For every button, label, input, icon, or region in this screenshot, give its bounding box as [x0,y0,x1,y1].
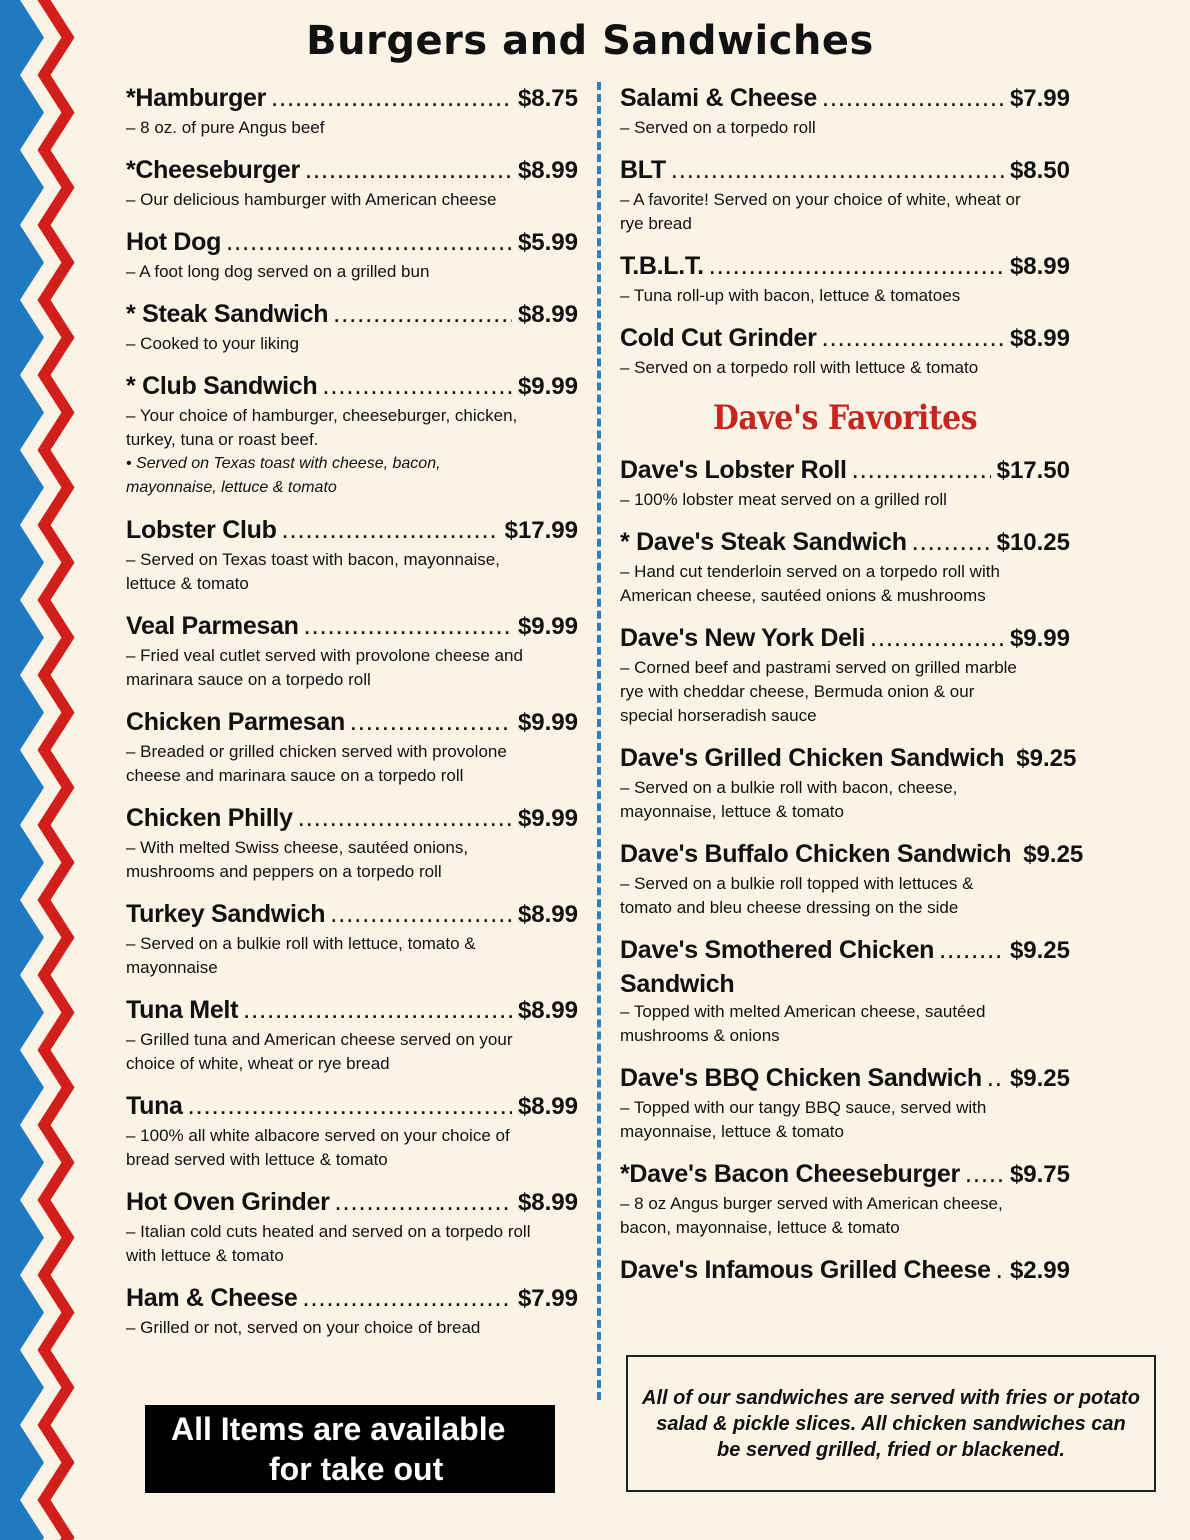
menu-item-name: Hot Dog [126,228,222,256]
menu-item-header [620,1254,1070,1288]
menu-item [620,934,1070,1048]
menu-item-name: Dave's New York Deli [620,624,865,652]
menu-item-name: Dave's Infamous Grilled Cheese [620,1256,991,1284]
dot-leader [303,1284,511,1316]
menu-item-header [126,370,578,404]
menu-item-description: – 8 oz Angus burger served with American cheese, bacon, mayonnaise, lettuce & tomato [620,1194,1003,1237]
menu-item-header [126,1282,578,1316]
menu-item-name: Turkey Sandwich [126,900,326,928]
menu-item-description: – Served on a torpedo roll with lettuce & tomato [620,358,979,377]
menu-item-name: Tuna Melt [126,996,239,1024]
menu-item-header [126,514,578,548]
menu-item-header [620,154,1070,188]
menu-item-name: Cold Cut Grinder [620,324,817,352]
menu-item-price: $2.99 [1009,1257,1070,1284]
menu-item [620,742,1077,824]
menu-item [126,298,578,356]
menu-item-price: $8.50 [1009,157,1070,184]
menu-item-header [126,226,578,260]
menu-item-description: – Topped with our tangy BBQ sauce, served with mayonnaise, lettuce & tomato [620,1098,987,1141]
menu-item [126,1090,578,1172]
menu-item-name: Lobster Club [126,516,277,544]
dot-leader [672,156,1004,188]
menu-item-price: $7.99 [1009,85,1070,112]
menu-item [620,322,1070,380]
menu-item-price: $9.25 [1009,1065,1070,1092]
menu-item [126,370,578,500]
menu-item [126,154,578,212]
dot-leader [940,936,1004,968]
menu-item [620,622,1070,728]
menu-item-header [126,610,578,644]
menu-item-name: Tuna [126,1092,183,1120]
menu-item-description: – Served on Texas toast with bacon, mayonnaise, lettuce & tomato [126,550,500,593]
menu-item-description: – Served on a torpedo roll [620,118,816,137]
menu-item-name: BLT [620,156,666,184]
menu-item [126,1186,578,1268]
menu-item-name: * Club Sandwich [126,372,318,400]
menu-item-description: – Fried veal cutlet served with provolone cheese and marinara sauce on a torpedo roll [126,646,523,689]
daves-favorites-list [620,454,1084,1288]
menu-item-description: – Topped with melted American cheese, sautéed mushrooms & onions [620,1002,986,1045]
dot-leader [336,1188,512,1220]
menu-item-header [620,622,1070,656]
menu-item-name: Dave's Lobster Roll [620,456,847,484]
menu-item-name: *Dave's Bacon Cheeseburger [620,1160,960,1188]
menu-item-header [126,82,578,116]
menu-item [620,526,1070,608]
menu-item-name: Chicken Philly [126,804,293,832]
dot-leader [305,612,512,644]
menu-item-price: $8.99 [1009,325,1070,352]
menu-item-header [620,82,1070,116]
dot-leader [823,324,1004,356]
menu-item-price: $9.25 [1016,745,1077,772]
menu-item-price: $8.99 [517,997,578,1024]
menu-item-name: Dave's Buffalo Chicken Sandwich [620,840,1012,868]
menu-item-price: $8.99 [517,301,578,328]
menu-item-header [126,706,578,740]
menu-item [620,1062,1070,1144]
dot-leader [331,900,512,932]
dot-leader [823,84,1004,116]
dot-leader [913,528,991,560]
menu-item [620,1158,1070,1240]
menu-item-note: • Served on Texas toast with cheese, bacon, mayonnaise, lettuce & tomato [126,455,441,496]
dot-leader [710,252,1004,284]
menu-item [126,610,578,692]
menu-item-header [126,154,578,188]
takeout-banner [145,1405,555,1493]
menu-item-price: $8.99 [1009,253,1070,280]
menu-item [126,802,578,884]
menu-item [620,1254,1070,1288]
menu-item-description: – Grilled or not, served on your choice of bread [126,1318,481,1337]
menu-item-description: – Our delicious hamburger with American cheese [126,190,497,209]
menu-item-header [620,934,1070,968]
menu-item-header [126,802,578,836]
menu-item-price: $9.99 [517,373,578,400]
column-divider [597,82,601,1400]
page-title: Burgers and Sandwiches [306,18,874,64]
menu-item-description: – Your choice of hamburger, cheeseburger, chicken, turkey, tuna or roast beef. [126,406,518,449]
menu-item-header [126,1186,578,1220]
menu-item-header [620,322,1070,356]
menu-item-description: – A favorite! Served on your choice of white, wheat or rye bread [620,190,1021,233]
menu-item-header [620,838,1084,872]
menu-item-header [620,742,1077,776]
menu-item-name: Dave's Grilled Chicken Sandwich [620,744,1005,772]
dot-leader [244,996,512,1028]
dot-leader [997,1256,1004,1288]
menu-item-description: – 8 oz. of pure Angus beef [126,118,325,137]
menu-item-name: *Cheeseburger [126,156,300,184]
menu-item-header [126,994,578,1028]
menu-item [126,226,578,284]
menu-item-description: – Tuna roll-up with bacon, lettuce & tomatoes [620,286,961,305]
takeout-line-1: All Items are available [171,1411,506,1447]
menu-item-name: T.B.L.T. [620,252,704,280]
menu-item-name: Dave's BBQ Chicken Sandwich [620,1064,982,1092]
menu-item-description: – Served on a bulkie roll topped with lettuces & tomato and bleu cheese dressing on the side [620,874,974,917]
dot-leader [351,708,512,740]
menu-item-header [620,250,1070,284]
dot-leader [283,516,499,548]
menu-item-header [126,898,578,932]
menu-item-header [620,454,1070,488]
takeout-line-2: for take out [269,1451,444,1487]
dot-leader [323,372,512,404]
menu-item-header [620,1158,1070,1192]
menu-item-price: $9.99 [517,613,578,640]
menu-item-header [620,1062,1070,1096]
menu-item [126,82,578,140]
menu-item-description: – Corned beef and pastrami served on grilled marble rye with cheddar cheese, Bermuda onion & our special horseradish sauce [620,658,1017,725]
sides-notice: All of our sandwiches are served with fries or potato salad & pickle slices. All chicken sandwiches can be served grilled, fried or blackened. [626,1355,1156,1492]
menu-item-description: – Grilled tuna and American cheese served on your choice of white, wheat or rye bread [126,1030,513,1073]
dot-leader [334,300,512,332]
menu-item-description: – Served on a bulkie roll with lettuce, tomato & mayonnaise [126,934,476,977]
menu-item-price: $8.99 [517,157,578,184]
menu-item-description: – Italian cold cuts heated and served on a torpedo roll with lettuce & tomato [126,1222,531,1265]
menu-item [126,514,578,596]
dot-leader [853,456,991,488]
menu-item-price: $8.99 [517,1093,578,1120]
menu-item-price: $17.99 [504,517,578,544]
menu-item [620,250,1070,308]
menu-item [620,154,1070,236]
menu-item-name: Dave's Smothered Chicken [620,936,935,964]
menu-item [620,454,1070,512]
dot-leader [306,156,512,188]
menu-item-name: Hot Oven Grinder [126,1188,330,1216]
menu-item-name-continued: Sandwich [620,970,735,998]
menu-item-price: $5.99 [517,229,578,256]
menu-item-name: * Steak Sandwich [126,300,329,328]
menu-item-description: – Breaded or grilled chicken served with provolone cheese and marinara sauce on a torpedo roll [126,742,507,785]
menu-item [126,898,578,980]
dot-leader [299,804,512,836]
menu-item [620,82,1070,140]
menu-item-description: – Hand cut tenderloin served on a torpedo roll with American cheese, sautéed onions & mushrooms [620,562,1000,605]
menu-item-price: $9.99 [517,709,578,736]
menu-item-description: – Served on a bulkie roll with bacon, cheese, mayonnaise, lettuce & tomato [620,778,958,821]
menu-item-price: $9.25 [1009,937,1070,964]
menu-item-price: $8.99 [517,1189,578,1216]
menu-item-description: – A foot long dog served on a grilled bun [126,262,430,281]
menu-item-description: – With melted Swiss cheese, sautéed onions, mushrooms and peppers on a torpedo roll [126,838,469,881]
menu-item [126,994,578,1076]
menu-item-header [126,298,578,332]
menu-item [620,838,1084,920]
dot-leader [871,624,1004,656]
menu-item-description: – 100% lobster meat served on a grilled roll [620,490,947,509]
sandwich-list-continued [620,82,1070,380]
left-menu-column [126,82,578,1354]
menu-item-name: Chicken Parmesan [126,708,345,736]
menu-item-price: $8.75 [517,85,578,112]
menu-item-price: $8.99 [517,901,578,928]
menu-item-name: Ham & Cheese [126,1284,298,1312]
menu-item-price: $17.50 [996,457,1070,484]
menu-item-name: Salami & Cheese [620,84,817,112]
menu-item [126,1282,578,1340]
menu-item-name: Veal Parmesan [126,612,299,640]
menu-item-price: $9.75 [1009,1161,1070,1188]
menu-item-price: $9.99 [1009,625,1070,652]
menu-item-header [126,1090,578,1124]
menu-item-price: $10.25 [996,529,1070,556]
dot-leader [272,84,512,116]
menu-item-name: * Dave's Steak Sandwich [620,528,907,556]
menu-item-price: $7.99 [517,1285,578,1312]
dot-leader [189,1092,512,1124]
dot-leader [227,228,512,260]
menu-item-price: $9.25 [1023,841,1084,868]
daves-favorites-heading: Dave's Favorites [712,398,978,438]
menu-item-header [620,526,1070,560]
menu-item-description: – 100% all white albacore served on your choice of bread served with lettuce & tomato [126,1126,510,1169]
menu-item-name: *Hamburger [126,84,267,112]
right-menu-column [620,82,1084,1302]
dot-leader [966,1160,1004,1192]
zigzag-border [0,0,80,1540]
menu-item [126,706,578,788]
dot-leader [988,1064,1004,1096]
menu-item-description: – Cooked to your liking [126,334,299,353]
menu-item-price: $9.99 [517,805,578,832]
